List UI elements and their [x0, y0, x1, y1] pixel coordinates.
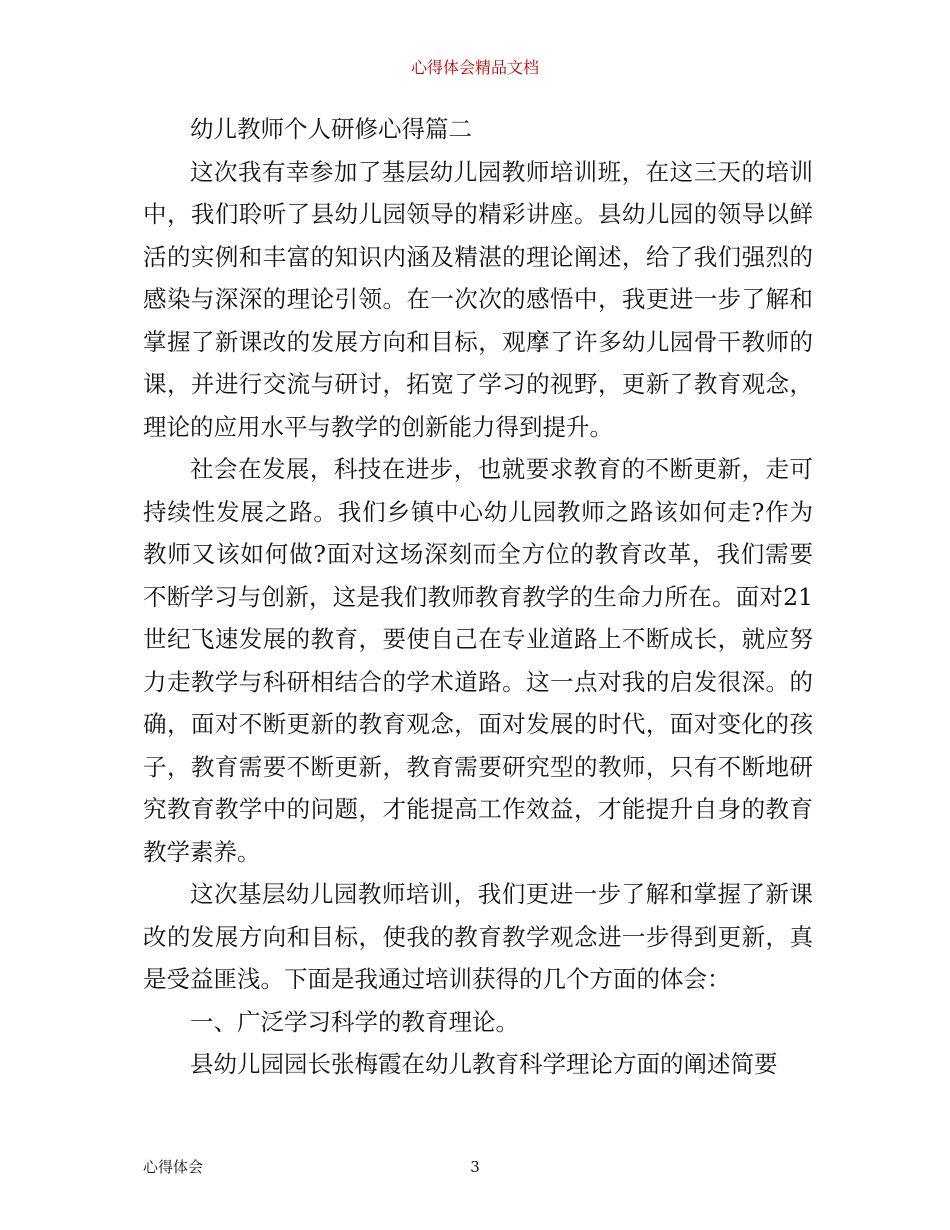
page-number: 3: [470, 1158, 480, 1176]
paragraph: 县幼儿园园长张梅霞在幼儿教育科学理论方面的阐述简要: [190, 1050, 778, 1078]
footer-label: 心得体会: [143, 1158, 204, 1176]
paragraph: 这次我有幸参加了基层幼儿园教师培训班，在这三天的培训中，我们聆听了县幼儿园领导的精彩讲座。县幼儿园的领导以鲜活的实例和丰富的知识内涵及精湛的理论阐述，给了我们强烈的感染与深深的理论引领。在一次次的感悟中，我更进一步了解和掌握了新课改的发展方向和目标，观摩了许多幼儿园骨干教师的课，并进行交流与研讨，拓宽了学习的视野，更新了教育观念，理论的应用水平与教学的创新能力得到提升。: [143, 157, 813, 441]
list-heading: 一、广泛学习科学的教育理论。: [190, 1007, 519, 1036]
section-heading: 幼儿教师个人研修心得篇二: [190, 115, 472, 143]
document-header: 心得体会精品文档: [410, 58, 539, 77]
paragraph: 社会在发展，科技在进步，也就要求教育的不断更新，走可持续性发展之路。我们乡镇中心幼儿园教师之路该如何走?作为教师又该如何做?面对这场深刻而全方位的教育改革，我们需要不断学习与创新，这是我们教师教育教学的生命力所在。面对21世纪飞速发展的教育，要使自己在专业道路上不断成长，就应努力走教学与科研相结合的学术道路。这一点对我的启发很深。的确，面对不断更新的教育观念，面对发展的时代，面对变化的孩子，教育需要不断更新，教育需要研究型的教师，只有不断地研究教育教学中的问题，才能提高工作效益，才能提升自身的教育教学素养。: [143, 455, 813, 866]
document-body: [143, 108, 813, 1086]
paragraph: 这次基层幼儿园教师培训，我们更进一步了解和掌握了新课改的发展方向和目标，使我的教育教学观念进一步得到更新，真是受益匪浅。下面是我通过培训获得的几个方面的体会：: [143, 880, 813, 993]
